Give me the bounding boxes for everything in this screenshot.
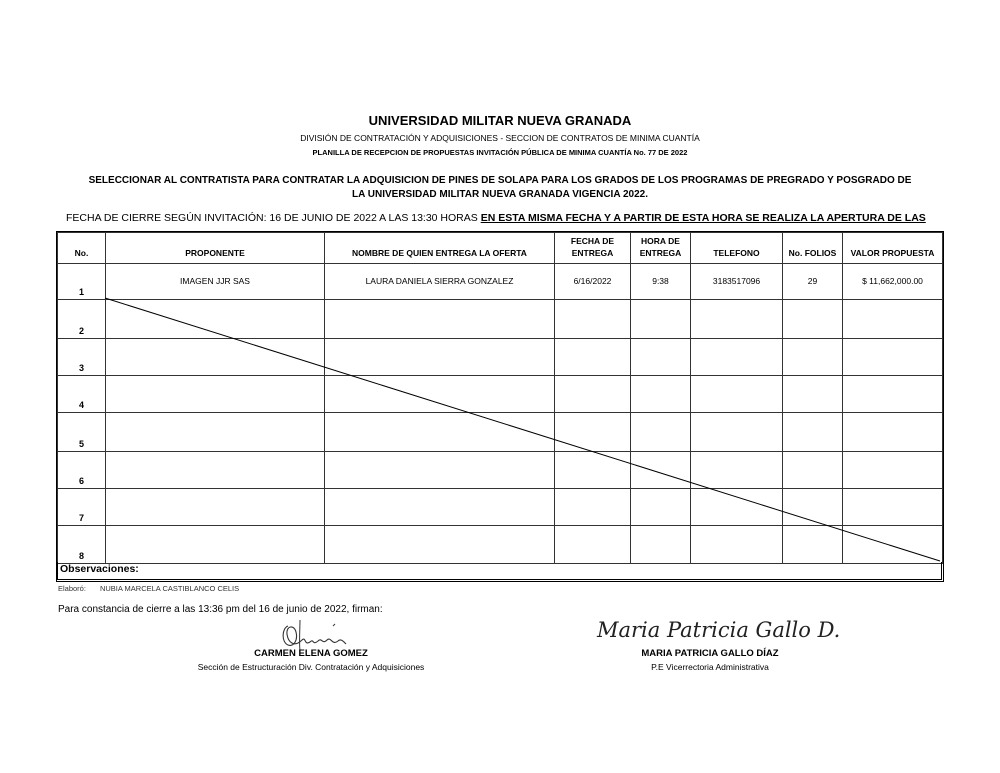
- table-row: [58, 300, 943, 339]
- table-row: [58, 452, 943, 489]
- division-subtitle: DIVISIÓN DE CONTRATACIÓN Y ADQUISICIONES - SECCION DE CONTRATOS DE MINIMA CUANTÍA: [300, 133, 700, 143]
- row-telefono: 3183517096: [691, 264, 783, 300]
- header-no: No.: [58, 233, 106, 264]
- fecha-cierre-text: FECHA DE CIERRE SEGÚN INVITACIÓN: 16 DE JUNIO DE 2022 A LAS 13:30 HORAS: [66, 212, 481, 224]
- signer-1-name: CARMEN ELENA GOMEZ: [254, 648, 368, 659]
- table-row: [58, 264, 943, 300]
- row-hora: 9:38: [631, 264, 691, 300]
- table-row: [58, 339, 943, 376]
- observaciones-label: Observaciones:: [60, 563, 139, 575]
- elaboro: [58, 584, 239, 593]
- table-row: [58, 489, 943, 526]
- signer-2-name: MARIA PATRICIA GALLO DÍAZ: [641, 648, 779, 659]
- row-no: 4: [58, 376, 106, 413]
- header-valor: VALOR PROPUESTA: [843, 233, 943, 264]
- row-fecha: 6/16/2022: [555, 264, 631, 300]
- header-fecha-l2: ENTREGA: [571, 248, 614, 258]
- row-no: 3: [58, 339, 106, 376]
- objeto-line-2: LA UNIVERSIDAD MILITAR NUEVA GRANADA VIGENCIA 2022.: [352, 189, 648, 200]
- objeto-text: [60, 174, 940, 202]
- elaboro-label: Elaboró:: [58, 584, 86, 593]
- signer-2-role: P.E Vicerrectoria Administrativa: [651, 662, 769, 672]
- table-header-row: [58, 233, 943, 264]
- header-hora: [631, 233, 691, 264]
- signature-carmen-icon: [278, 618, 350, 652]
- row-no: 5: [58, 413, 106, 452]
- header-folios: No. FOLIOS: [783, 233, 843, 264]
- table-row: [58, 526, 943, 564]
- row-no: 1: [58, 264, 106, 300]
- header-proponente: PROPONENTE: [106, 233, 325, 264]
- signer-1-role: Sección de Estructuración Div. Contratación y Adquisiciones: [197, 662, 425, 672]
- header-fecha: [555, 233, 631, 264]
- observaciones-row: [57, 562, 942, 580]
- row-no: 6: [58, 452, 106, 489]
- row-valor: $ 11,662,000.00: [843, 264, 943, 300]
- header-hora-l1: HORA DE: [641, 236, 680, 246]
- row-nombre: LAURA DANIELA SIERRA GONZALEZ: [325, 264, 555, 300]
- table-row: [58, 413, 943, 452]
- row-no: 7: [58, 489, 106, 526]
- elaboro-name: NUBIA MARCELA CASTIBLANCO CELIS: [99, 584, 240, 593]
- objeto-line-1: SELECCIONAR AL CONTRATISTA PARA CONTRATAR LA ADQUISICION DE PINES DE SOLAPA PARA LOS GRADOS DE LOS PROGRAMAS DE PREGRADO Y POSGRADO DE: [88, 175, 912, 186]
- proposals-table: [57, 232, 943, 564]
- header-telefono: TELEFONO: [691, 233, 783, 264]
- header-nombre: NOMBRE DE QUIEN ENTREGA LA OFERTA: [325, 233, 555, 264]
- planilla-subtitle: PLANILLA DE RECEPCION DE PROPUESTAS INVITACIÓN PÚBLICA DE MINIMA CUANTÍA No. 77 DE 2022: [312, 148, 688, 157]
- header-hora-l2: ENTREGA: [639, 248, 682, 258]
- fecha-cierre: [66, 212, 926, 224]
- constancia-text: Para constancia de cierre a las 13:36 pm del 16 de junio de 2022, firman:: [58, 604, 383, 615]
- fecha-cierre-underlined: EN ESTA MISMA FECHA Y A PARTIR DE ESTA HORA SE REALIZA LA APERTURA DE LAS: [480, 212, 926, 224]
- header-fecha-l1: FECHA DE: [570, 236, 615, 246]
- row-proponente: IMAGEN JJR SAS: [106, 264, 325, 300]
- row-folios: 29: [783, 264, 843, 300]
- row-no: 8: [58, 526, 106, 564]
- signature-maria-text: Maria Patricia Gallo D.: [597, 618, 841, 642]
- page-title: UNIVERSIDAD MILITAR NUEVA GRANADA: [368, 113, 632, 128]
- table-row: [58, 376, 943, 413]
- row-no: 2: [58, 300, 106, 339]
